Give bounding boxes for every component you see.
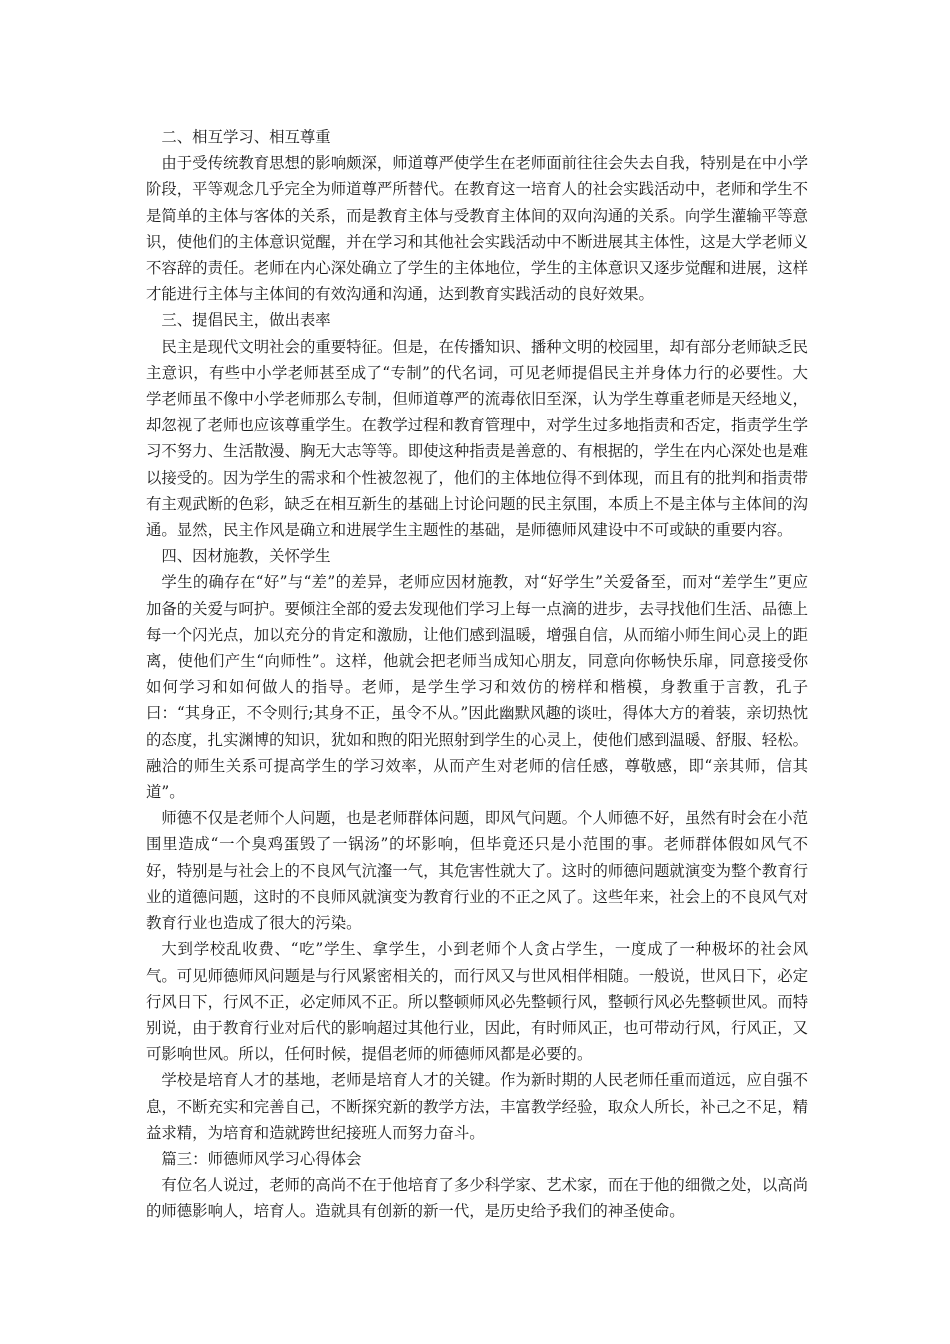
document-body (146, 124, 808, 1225)
paragraph: 学校是培育人才的基地，老师是培育人才的关键。作为新时期的人民老师任重而道远，应自强不息，不断充实和完善自己，不断探究新的教学方法，丰富教学经验，取众人所长，补己之不足，精益求精，为培育和造就跨世纪接班人而努力奋斗。 (146, 1071, 808, 1142)
section-heading: 篇三：师德师风学习心得体会 (161, 1149, 362, 1168)
paragraph: 师德不仅是老师个人问题，也是老师群体问题，即风气问题。个人师德不好，虽然有时会在小范围里造成“一个臭鸡蛋毁了一锅汤”的坏影响，但毕竟还只是小范围的事。老师群体假如风气不好，特别是与社会上的不良风气沆瀣一气，其危害性就大了。这时的师德问题就演变为整个教育行业的道德问题，这时的不良师风就演变为教育行业的不正之风了。这些年来，社会上的不良风气对教育行业也造成了很大的污染。 (146, 809, 808, 933)
section-heading: 二、相互学习、相互尊重 (161, 128, 331, 146)
paragraph: 大到学校乱收费、“吃”学生、拿学生，小到老师个人贪占学生，一度成了一种极坏的社会风气。可见师德师风问题是与行风紧密相关的，而行风又与世风相伴相随。一般说，世风日下，必定行风日下，行风不正，必定师风不正。所以整顿师风必先整顿行风，整顿行风必先整顿世风。而特别说，由于教育行业对后代的影响超过其他行业，因此，有时师风正，也可带动行风，行风正，又可影响世风。所以，任何时候，提倡老师的师德师风都是必要的。 (146, 940, 808, 1064)
section-heading: 三、提倡民主，做出表率 (161, 311, 331, 330)
paragraph: 民主是现代文明社会的重要特征。但是，在传播知识、播种文明的校园里，却有部分老师缺乏民主意识，有些中小学老师甚至成了“专制”的代名词，可见老师提倡民主并身体力行的必要性。大学老师虽不像中小学老师那么专制，但师道尊严的流毒依旧至深，认为学生尊重老师是天经地义，却忽视了老师也应该尊重学生。在教学过程和教育管理中，对学生过多地指责和否定，指责学生学习不努力、生活散漫、胸无大志等等。即使这种指责是善意的、有根据的，学生在内心深处也是难以接受的。因为学生的需求和个性被忽视了，他们的主体地位得不到体现，而且有的批判和指责带有主观武断的色彩，缺乏在相互新生的基础上讨论问题的民主氛围，本质上不是主体与主体间的沟通。显然，民主作风是确立和进展学生主题性的基础，是师德师风建设中不可或缺的重要内容。 (146, 337, 808, 540)
paragraph: 有位名人说过，老师的高尚不在于他培育了多少科学家、艺术家，而在于他的细微之处，以高尚的师德影响人，培育人。造就具有创新的新一代，是历史给予我们的神圣使命。 (146, 1176, 808, 1221)
paragraph: 学生的确存在“好”与“差”的差异，老师应因材施教，对“好学生”关爱备至，而对“差学生”更应加备的关爱与呵护。要倾注全部的爱去发现他们学习上每一点滴的进步，去寻找他们生活、品德上每一个闪光点，加以充分的肯定和激励，让他们感到温暖，增强自信，从而缩小师生间心灵上的距离，使他们产生“向师性”。这样，他就会把老师当成知心朋友，同意向你畅快乐扉，同意接受你如何学习和如何做人的指导。老师，是学生学习和效仿的榜样和楷模，身教重于言教，孔子曰：“其身正，不令则行;其身不正，虽令不从。”因此幽默风趣的谈吐，得体大方的着装，亲切热忱的态度，扎实渊博的知识，犹如和煦的阳光照射到学生的心灵上，使他们感到温暖、舒服、轻松。融洽的师生关系可提高学生的学习效率，从而产生对老师的信任感，尊敬感，即“亲其师，信其道”。 (146, 573, 808, 802)
paragraph: 由于受传统教育思想的影响颇深，师道尊严使学生在老师面前往往会失去自我，特别是在中小学阶段，平等观念几乎完全为师道尊严所替代。在教育这一培育人的社会实践活动中，老师和学生不是简单的主体与客体的关系，而是教育主体与受教育主体间的双向沟通的关系。向学生灌输平等意识，使他们的主体意识觉醒，并在学习和其他社会实践活动中不断进展其主体性，这是大学老师义不容辞的责任。老师在内心深处确立了学生的主体地位，学生的主体意识又逐步觉醒和进展，这样才能进行主体与主体间的有效沟通和沟通，达到教育实践活动的良好效果。 (146, 154, 808, 304)
section-heading: 四、因材施教，关怀学生 (161, 547, 331, 566)
